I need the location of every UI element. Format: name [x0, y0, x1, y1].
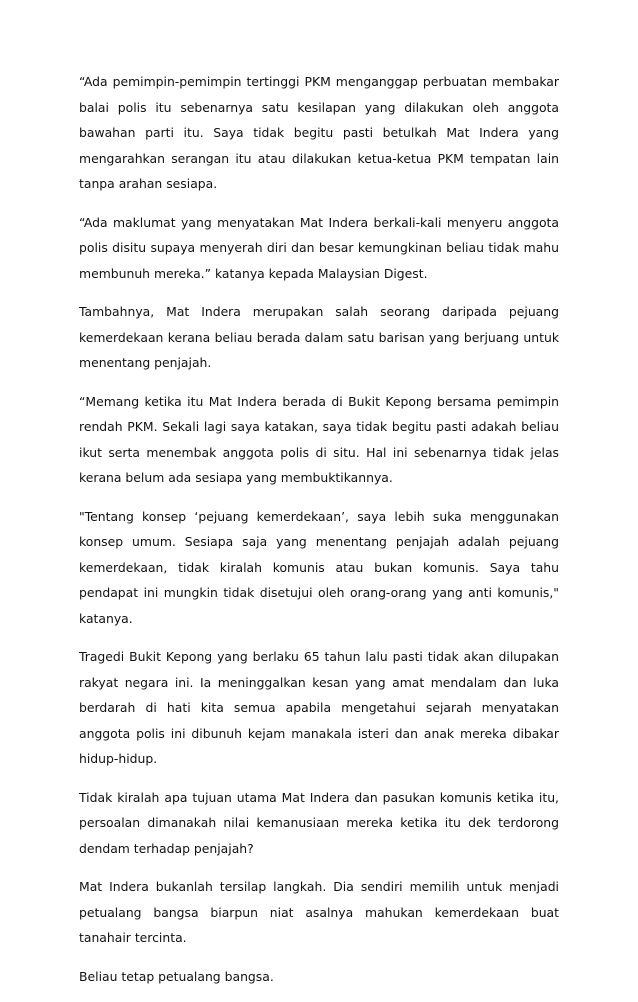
paragraph-1: “Ada pemimpin-pemimpin tertinggi PKM menganggap perbuatan membakar balai polis itu sebenarnya satu kesilapan yang dilakukan oleh anggota bawahan parti itu. Saya tidak begitu pasti betulkah Mat Indera yang mengarahkan serangan itu atau dilakukan ketua-ketua PKM tempatan lain tanpa arahan sesiapa. — [79, 74, 559, 191]
paragraph-5: "Tentang konsep ‘pejuang kemerdekaan’, saya lebih suka menggunakan konsep umum. Sesiapa saja yang menentang penjajah adalah pejuang kemerdekaan, tidak kiralah komunis atau bukan komunis. Saya tahu pendapat ini mungkin tidak disetujui oleh orang-orang yang anti komunis," katanya. — [79, 508, 559, 626]
paragraph-4: “Memang ketika itu Mat Indera berada di Bukit Kepong bersama pemimpin rendah PKM. Sekali lagi saya katakan, saya tidak begitu pasti adakah beliau ikut serta menembak anggota polis di situ. Hal ini sebenarnya tidak jelas kerana belum ada sesiapa yang membuktikannya. — [79, 393, 559, 485]
paragraph-3: Tambahnya, Mat Indera merupakan salah seorang daripada pejuang kemerdekaan kerana beliau berada dalam satu barisan yang berjuang untuk menentang penjajah. — [79, 304, 559, 370]
paragraph-8: Mat Indera bukanlah tersilap langkah. Dia sendiri memilih untuk menjadi petualang bangsa biarpun niat asalnya mahukan kemerdekaan buat tanahair tercinta. — [79, 879, 559, 945]
paragraph-2: “Ada maklumat yang menyatakan Mat Indera berkali-kali menyeru anggota polis disitu supaya menyerah diri dan besar kemungkinan beliau tidak mahu membunuh mereka.” katanya kepada Malaysian Digest. — [79, 214, 559, 281]
document-page — [79, 69, 559, 1002]
paragraph-7: Tidak kiralah apa tujuan utama Mat Indera dan pasukan komunis ketika itu, persoalan dimanakah nilai kemanusiaan mereka ketika itu dek terdorong dendam terhadap penjajah? — [79, 789, 559, 856]
paragraph-9: Beliau tetap petualang bangsa. — [79, 968, 274, 984]
paragraph-6: Tragedi Bukit Kepong yang berlaku 65 tahun lalu pasti tidak akan dilupakan rakyat negara ini. Ia meninggalkan kesan yang amat mendalam dan luka berdarah di hati kita semua apabila mengetahui sejarah menyatakan anggota polis ini dibunuh kejam manakala isteri dan anak mereka dibakar hidup-hidup. — [79, 649, 559, 766]
